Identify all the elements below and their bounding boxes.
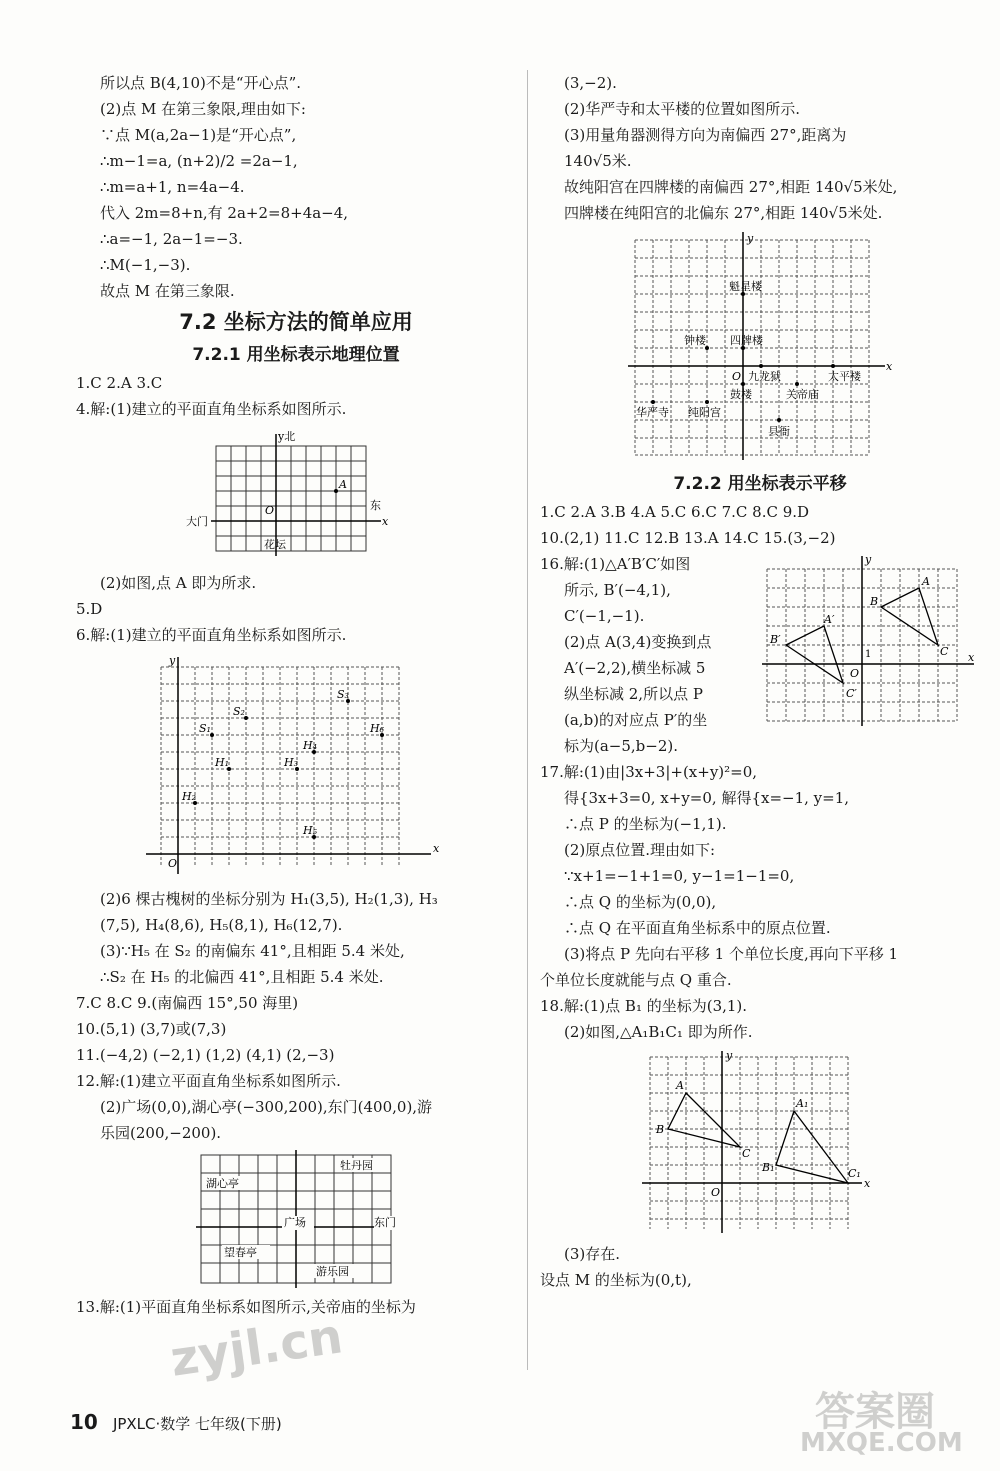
text-line: 标为(a−5,b−2). (564, 737, 679, 755)
fig1-y-label: y北 (278, 430, 296, 443)
fig3-lake-pavilion: 湖心亭 (206, 1177, 239, 1190)
fig2-h6-label: H₆ (370, 722, 385, 735)
text-line: 6.解:(1)建立的平面直角坐标系如图所示. (76, 626, 347, 644)
text-line: ∴m=a+1, n=4a−4. (100, 178, 245, 196)
text-line: ∴a=−1, 2a−1=−3. (100, 230, 243, 248)
text-line: 10.(2,1) 11.C 12.B 13.A 14.C 15.(3,−2) (540, 529, 836, 547)
fig4-bell-tower: 钟楼 (684, 334, 706, 347)
left-column (76, 70, 516, 1320)
figure-2-grid (141, 652, 451, 882)
fig4-guandi-temple: 关帝庙 (786, 388, 819, 401)
fig1-x-label: x (382, 515, 389, 528)
fig4-x-label: x (886, 360, 893, 373)
text-line: (3,−2). (564, 74, 617, 92)
text-line: ∴点 P 的坐标为(−1,1). (564, 815, 727, 833)
fig3-wangchun-pavilion: 望春亭 (224, 1246, 257, 1259)
text-line: 13.解:(1)平面直角坐标系如图所示,关帝庙的坐标为 (76, 1298, 416, 1316)
text-line: ∴M(−1,−3). (100, 256, 191, 274)
fig4-kuixing-tower: 魁星楼 (729, 280, 762, 293)
fig2-s2-label: S₂ (233, 705, 245, 718)
fig1-east-label: 东 (370, 499, 381, 512)
text-line: 5.D (76, 600, 103, 618)
text-line: 16.解:(1)△A′B′C′如图 (540, 555, 691, 573)
fig6-b-label: B (656, 1123, 665, 1136)
right-column (540, 70, 980, 1293)
text-line: 140√5米. (564, 152, 632, 170)
fig1-gate-label: 大门 (186, 515, 208, 528)
text-line: ∴点 Q 在平面直角坐标系中的原点位置. (564, 919, 831, 937)
fig2-h2-label: H₂ (182, 790, 197, 803)
text-line: 四牌楼在纯阳宫的北偏东 27°,相距 140√5米处. (564, 204, 883, 222)
text-line: (3)用量角器测得方向为南偏西 27°,距离为 (564, 126, 847, 144)
fig6-c1-label: C₁ (848, 1167, 861, 1180)
text-line: (2)点 A(3,4)变换到点 (564, 633, 712, 651)
fig4-taiping-tower: 太平楼 (828, 370, 861, 383)
fig4-y-label: y (747, 232, 754, 245)
fig4-chunyang-palace: 纯阳宫 (688, 406, 721, 419)
fig6-a-label: A (676, 1079, 684, 1092)
fig5-c-prime-label: C′ (846, 687, 857, 700)
text-line: (7,5), H₄(8,6), H₅(8,1), H₆(12,7). (100, 916, 343, 934)
fig2-x-label: x (433, 842, 440, 855)
text-line: (a,b)的对应点 P′的坐 (564, 711, 708, 729)
fig1-point-a-label: A (339, 478, 347, 491)
watermark-mxqe: MXQE.COM (800, 1428, 963, 1458)
text-line: (2)6 棵古槐树的坐标分别为 H₁(3,5), H₂(1,3), H₃ (100, 890, 438, 908)
fig5-c-label: C (940, 645, 949, 658)
text-line: 11.(−4,2) (−2,1) (1,2) (4,1) (2,−3) (76, 1046, 335, 1064)
text-line: (2)原点位置.理由如下: (564, 841, 716, 859)
fig4-jiulong-prison: 九龙狱 (748, 370, 781, 383)
text-line: 17.解:(1)由|3x+3|+(x+y)²=0, (540, 763, 758, 781)
watermark-daanquan: 答案圈 (815, 1389, 935, 1435)
fig6-origin-label: O (711, 1186, 721, 1199)
text-line: (3)存在. (564, 1245, 621, 1263)
page-number: 10 (70, 1410, 98, 1434)
text-line: ∴m−1=a, (n+2)/2 =2a−1, (100, 152, 298, 170)
section-title: 7.2 坐标方法的简单应用 (179, 310, 413, 334)
book-title: JPXLC·数学 七年级(下册) (112, 1415, 282, 1433)
fig2-h1-label: H₁ (215, 756, 230, 769)
text-line: 18.解:(1)点 B₁ 的坐标为(3,1). (540, 997, 748, 1015)
text-line: ∵点 M(a,2a−1)是“开心点”, (100, 126, 297, 144)
fig2-h4-label: H₄ (303, 739, 318, 752)
text-line: (2)点 M 在第三象限,理由如下: (100, 100, 306, 118)
text-line: ∴点 Q 的坐标为(0,0), (564, 893, 717, 911)
column-divider (527, 70, 528, 1370)
fig3-amusement-park: 游乐园 (316, 1265, 349, 1278)
page-footer (70, 1410, 282, 1434)
subsection-title: 7.2.1 用坐标表示地理位置 (192, 345, 400, 365)
fig2-s1-label: S₁ (199, 722, 211, 735)
q16-block (540, 551, 980, 759)
watermark-zyjl: zyjl.cn (166, 1308, 347, 1388)
figure-6-triangles (640, 1049, 880, 1237)
fig5-x-label: x (968, 651, 975, 664)
fig5-unit-label: 1 (865, 649, 872, 660)
figure-1-grid (186, 426, 406, 566)
fig5-y-label: y (865, 553, 872, 566)
text-line: 得{3x+3=0, x+y=0, 解得{x=−1, y=1, (564, 789, 850, 807)
figure-4-map-grid (620, 230, 900, 465)
fig5-a-label: A (922, 575, 930, 588)
fig5-a-prime-label: A′ (824, 613, 835, 626)
fig4-sipai-tower: 四牌楼 (730, 334, 763, 347)
fig5-origin-label: O (850, 667, 860, 680)
text-line: 所示, B′(−4,1), (564, 581, 671, 599)
text-line: (2)如图,△A₁B₁C₁ 即为所作. (564, 1023, 753, 1041)
text-line: 故纯阳宫在四牌楼的南偏西 27°,相距 140√5米处, (564, 178, 898, 196)
fig3-east-gate: 东门 (374, 1216, 396, 1229)
fig6-b1-label: B₁ (762, 1161, 775, 1174)
text-line: 7.C 8.C 9.(南偏西 15°,50 海里) (76, 994, 299, 1012)
fig4-drum-tower: 鼓楼 (730, 388, 752, 401)
text-line: (2)如图,点 A 即为所求. (100, 574, 257, 592)
text-line: (2)华严寺和太平楼的位置如图所示. (564, 100, 801, 118)
text-line: 12.解:(1)建立平面直角坐标系如图所示. (76, 1072, 341, 1090)
fig2-y-label: y (169, 654, 176, 667)
fig5-b-prime-label: B′ (770, 633, 781, 646)
fig2-origin-label: O (168, 857, 178, 870)
fig6-c-label: C (742, 1147, 751, 1160)
fig3-peony-garden: 牡丹园 (340, 1159, 373, 1172)
text-line: 1.C 2.A 3.B 4.A 5.C 6.C 7.C 8.C 9.D (540, 503, 810, 521)
text-line: 纵坐标减 2,所以点 P (564, 685, 703, 703)
text-line: 1.C 2.A 3.C (76, 374, 163, 392)
fig5-b-label: B (870, 595, 879, 608)
text-line: ∵x+1=−1+1=0, y−1=1−1=0, (564, 867, 795, 885)
text-line: 乐园(200,−200). (100, 1124, 222, 1142)
text-line: (3)∵H₅ 在 S₂ 的南偏东 41°,且相距 5.4 米处, (100, 942, 405, 960)
text-line: (3)将点 P 先向右平移 1 个单位长度,再向下平移 1 (564, 945, 899, 963)
fig4-origin-label: O (732, 370, 742, 383)
text-line: 个单位长度就能与点 Q 重合. (540, 971, 732, 989)
figure-3-grid (196, 1150, 396, 1290)
subsection-title: 7.2.2 用坐标表示平移 (673, 474, 847, 494)
text-line: 10.(5,1) (3,7)或(7,3) (76, 1020, 227, 1038)
figure-5-translation (762, 551, 980, 731)
text-line: A′(−2,2),横坐标减 5 (564, 659, 706, 677)
text-line: 故点 M 在第三象限. (100, 282, 235, 300)
text-line: 4.解:(1)建立的平面直角坐标系如图所示. (76, 400, 347, 418)
fig1-garden-label: 花坛 (264, 538, 286, 551)
fig6-x-label: x (864, 1177, 871, 1190)
fig6-a1-label: A₁ (796, 1097, 809, 1110)
fig2-h5-label: H₅ (303, 824, 318, 837)
text-line: 代入 2m=8+n,有 2a+2=8+4a−4, (100, 204, 349, 222)
text-line: ∴S₂ 在 H₅ 的北偏西 41°,且相距 5.4 米处. (100, 968, 384, 986)
fig3-square: 广场 (284, 1216, 306, 1229)
text-line: (2)广场(0,0),湖心亭(−300,200),东门(400,0),游 (100, 1098, 433, 1116)
fig2-h3-label: H₃ (284, 756, 299, 769)
fig4-county-office: 县衙 (768, 425, 790, 438)
text-line: 设点 M 的坐标为(0,t), (540, 1271, 692, 1289)
fig6-y-label: y (726, 1049, 733, 1062)
fig1-origin-label: O (265, 504, 275, 517)
text-line: 所以点 B(4,10)不是“开心点”. (100, 74, 301, 92)
text-line: C′(−1,−1). (564, 607, 645, 625)
fig2-s3-label: S₃ (337, 688, 349, 701)
fig4-huayan-temple: 华严寺 (636, 406, 669, 419)
